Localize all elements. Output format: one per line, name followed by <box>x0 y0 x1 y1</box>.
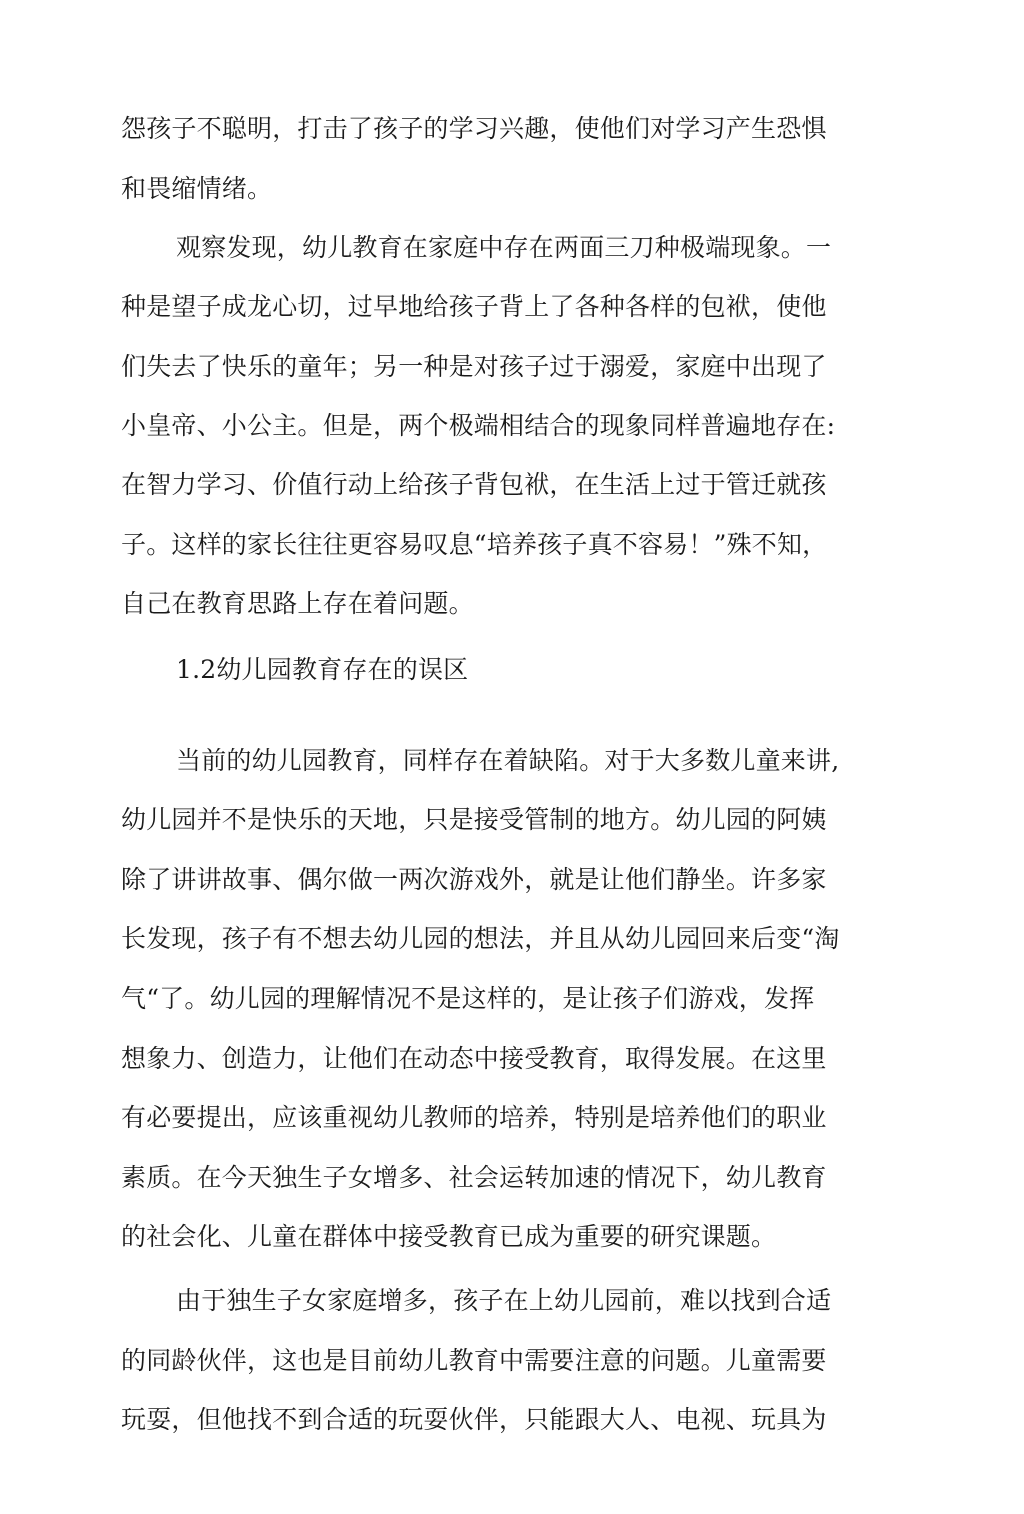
body-text-line: 气“了。幼儿园的理解情况不是这样的，是让孩子们游戏，发挥 <box>121 984 815 1013</box>
body-text-line: 素质。在今天独生子女增多、社会运转加速的情况下，幼儿教育 <box>121 1163 827 1192</box>
paragraph-first-line: 由于独生子女家庭增多，孩子在上幼儿园前，难以找到合适 <box>176 1286 832 1315</box>
body-text-line: 自己在教育思路上存在着问题。 <box>121 589 474 618</box>
body-text-line: 的社会化、儿童在群体中接受教育已成为重要的研究课题。 <box>121 1222 777 1251</box>
body-text-line: 玩耍，但他找不到合适的玩耍伙伴，只能跟大人、电视、玩具为 <box>121 1405 827 1434</box>
body-text-line: 想象力、创造力，让他们在动态中接受教育，取得发展。在这里 <box>121 1044 827 1073</box>
body-text-line: 除了讲讲故事、偶尔做一两次游戏外，就是让他们静坐。许多家 <box>121 865 827 894</box>
body-text-line: 种是望子成龙心切，过早地给孩子背上了各种各样的包袱，使他 <box>121 292 827 321</box>
body-text-line: 小皇帝、小公主。但是，两个极端相结合的现象同样普遍地存在: <box>121 411 836 440</box>
body-text-line: 在智力学习、价值行动上给孩子背包袱，在生活上过于管迁就孩 <box>121 470 827 499</box>
paragraph-first-line: 当前的幼儿园教育，同样存在着缺陷。对于大多数儿童来讲, <box>176 746 840 775</box>
body-text-line: 幼儿园并不是快乐的天地，只是接受管制的地方。幼儿园的阿姨 <box>121 805 827 834</box>
body-text-line: 们失去了快乐的童年；另一种是对孩子过于溺爱，家庭中出现了 <box>121 352 827 381</box>
paragraph-first-line: 观察发现，幼儿教育在家庭中存在两面三刀种极端现象。一 <box>176 233 832 262</box>
body-text-line: 怨孩子不聪明，打击了孩子的学习兴趣，使他们对学习产生恐惧 <box>121 114 827 143</box>
body-text-line: 和畏缩情绪。 <box>121 174 273 203</box>
body-text-line: 的同龄伙伴，这也是目前幼儿教育中需要注意的问题。儿童需要 <box>121 1346 827 1375</box>
section-heading: 1.2幼儿园教育存在的误区 <box>176 655 469 684</box>
body-text-line: 长发现，孩子有不想去幼儿园的想法，并且从幼儿园回来后变“淘 <box>121 924 840 953</box>
body-text-line: 有必要提出，应该重视幼儿教师的培养，特别是培养他们的职业 <box>121 1103 827 1132</box>
body-text-line: 子。这样的家长往往更容易叹息“培养孩子真不容易！”殊不知， <box>121 530 828 559</box>
